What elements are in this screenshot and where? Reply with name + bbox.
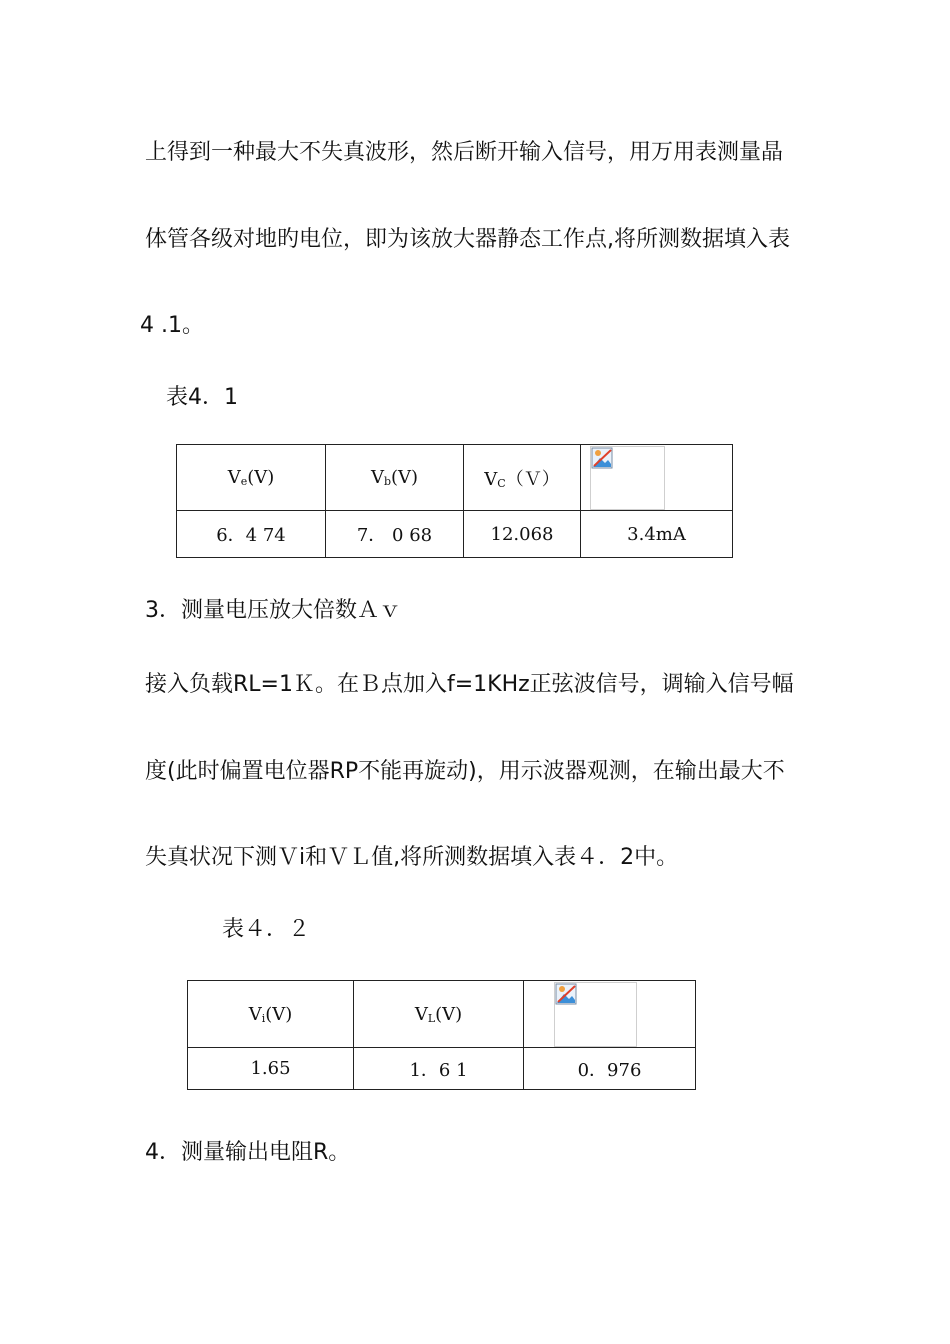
table-4-1: [176, 444, 733, 558]
section-heading: 3．测量电压放大倍数Ａｖ: [145, 598, 401, 623]
header-unit: (V): [435, 1003, 463, 1025]
table-cell: 12.068: [464, 511, 581, 558]
table-header-cell: [326, 445, 464, 511]
header-subscript: e: [240, 475, 248, 488]
header-unit: (V): [265, 1003, 293, 1025]
paragraph-line: 体管各级对地旳电位，即为该放大器静态工作点,将所测数据填入表: [145, 227, 790, 252]
table-header-cell: [177, 445, 326, 511]
header-main: V: [484, 468, 498, 490]
header-main: V: [370, 467, 384, 488]
table-cell: 1．6 1: [354, 1048, 524, 1090]
table-header-cell: [354, 981, 524, 1048]
table-header-cell-image: [524, 981, 696, 1048]
table-header-cell: [464, 445, 581, 511]
header-main: V: [248, 1003, 262, 1025]
table-row: [177, 511, 733, 558]
table-row: [188, 1048, 696, 1090]
header-subscript: i: [261, 1011, 266, 1025]
table-cell: 0．976: [524, 1048, 696, 1090]
header-subscript: C: [497, 476, 506, 490]
header-subscript: L: [427, 1011, 436, 1025]
header-subscript: b: [383, 475, 391, 488]
paragraph-line: 度(此时偏置电位器RP不能再旋动)，用示波器观测，在输出最大不: [145, 759, 785, 784]
table-cell: 1.65: [188, 1048, 354, 1090]
header-unit: （Ｖ）: [505, 468, 560, 490]
table-4-2: [187, 980, 696, 1090]
table-header-cell: [188, 981, 354, 1048]
header-unit: (V): [391, 467, 419, 488]
table-cell: 7． 0 68: [326, 511, 464, 558]
table1-caption: 表4．1: [166, 385, 238, 410]
paragraph-line: 失真状况下测Ｖi和ＶＬ值,将所测数据填入表４．2中。: [145, 845, 679, 870]
broken-image-icon: [554, 982, 637, 1047]
table-cell: 6．4 74: [177, 511, 326, 558]
table-header-row: [177, 445, 733, 511]
header-main: V: [227, 467, 241, 488]
section-heading: 4．测量输出电阻R。: [145, 1140, 351, 1165]
table-header-cell-image: [581, 445, 733, 511]
header-main: V: [414, 1003, 428, 1025]
paragraph-line: 上得到一种最大不失真波形，然后断开输入信号，用万用表测量晶: [145, 140, 784, 165]
paragraph-line: 4 .1。: [140, 313, 204, 338]
table2-caption: 表４．２: [222, 917, 311, 942]
table-cell: 3.4mA: [581, 511, 733, 558]
header-unit: (V): [247, 467, 275, 488]
paragraph-line: 接入负载RL=1Ｋ。在Ｂ点加入f=1KHz正弦波信号，调输入信号幅: [145, 672, 794, 697]
broken-image-icon: [590, 446, 665, 510]
table-header-row: [188, 981, 696, 1048]
